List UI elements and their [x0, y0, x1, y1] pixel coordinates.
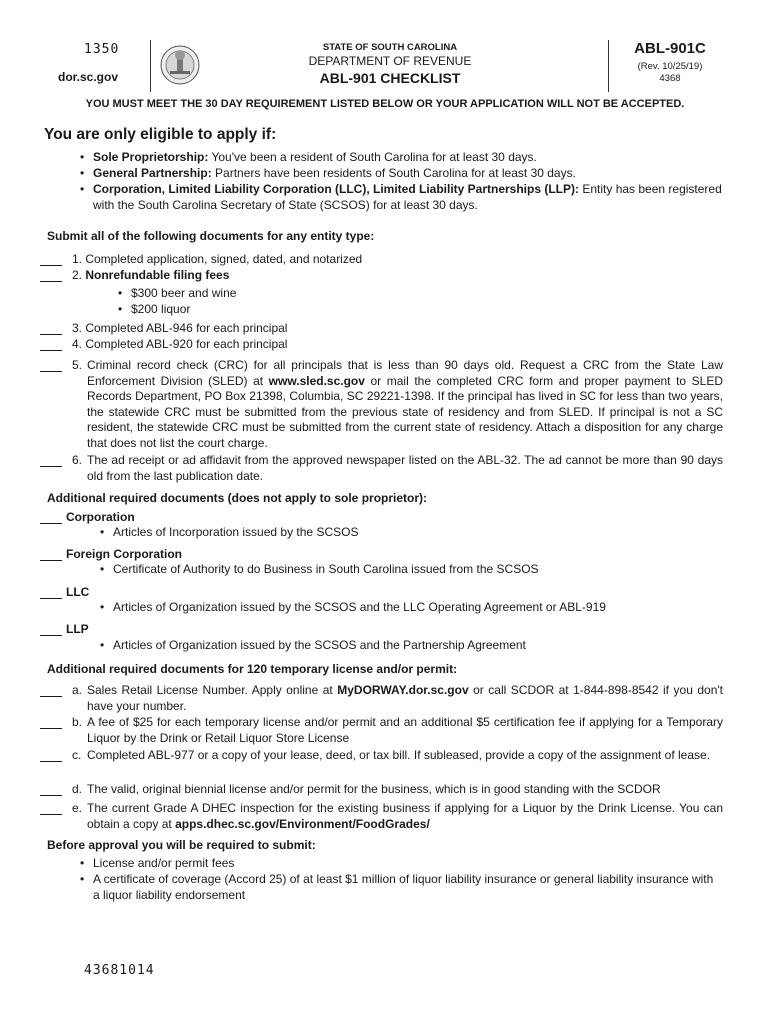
sled-link[interactable]: www.sled.sc.gov — [268, 373, 365, 388]
checklist-item: 2. Nonrefundable filing fees — [72, 268, 230, 282]
list-item: • Sole Proprietorship: You've been a resident of South Carolina for at least 30 days. — [93, 150, 723, 166]
checkbox-blank[interactable] — [40, 549, 62, 561]
checklist-item: 6. The ad receipt or ad affidavit from the approved newspaper listed on the ABL-32. The ad cannot be more than 90 days old from the last publication date. — [72, 453, 723, 483]
checkbox-blank[interactable] — [40, 512, 62, 524]
checklist-item: 4. Completed ABL-920 for each principal — [72, 337, 288, 351]
checkbox-blank[interactable] — [40, 254, 62, 266]
checkbox-blank[interactable] — [40, 270, 62, 282]
checklist-item: a. Sales Retail License Number. Apply online at MyDORWAY.dor.sc.gov or call SCDOR at 1-844-898-8542 if you don't have your number. — [72, 683, 724, 713]
form-header — [40, 40, 730, 92]
checkbox-blank[interactable] — [40, 455, 62, 467]
form-id: 4368 — [659, 73, 681, 84]
section-heading: Additional required documents (does not apply to sole proprietor): — [47, 491, 428, 505]
form-number: ABL-901C — [634, 40, 706, 57]
checkbox-blank[interactable] — [40, 339, 62, 351]
checklist-item: e. The current Grade A DHEC inspection for the existing business if applying for a Liquor by the Drink License. You can obtain a copy at apps.dhec.sc.gov/Environment/FoodGrades/ — [72, 801, 723, 831]
state-name: STATE OF SOUTH CAROLINA — [322, 42, 458, 53]
checkbox-blank[interactable] — [40, 784, 62, 796]
revision-date: (Rev. 10/25/19) — [637, 61, 703, 72]
checkbox-blank[interactable] — [40, 685, 62, 697]
website-link[interactable]: dor.sc.gov — [58, 70, 119, 84]
section-heading: Submit all of the following documents for any entity type: — [47, 229, 375, 243]
checklist-item: 1. Completed application, signed, dated, and notarized — [72, 252, 363, 266]
checkbox-blank[interactable] — [40, 587, 62, 599]
list-item: • Articles of Organization issued by the SCSOS and the Partnership Agreement — [113, 638, 526, 654]
list-item: • $200 liquor — [131, 302, 190, 318]
page-title: ABL-901 CHECKLIST — [319, 70, 461, 86]
entity-type-foreign: Foreign Corporation — [66, 547, 182, 561]
list-item: • Certificate of Authority to do Business in South Carolina issued from the SCSOS — [113, 562, 539, 578]
warning-banner: YOU MUST MEET THE 30 DAY REQUIREMENT LISTED BELOW OR YOUR APPLICATION WILL NOT BE ACCEPTED. — [85, 98, 685, 110]
checkbox-blank[interactable] — [40, 717, 62, 729]
dhec-link[interactable]: apps.dhec.sc.gov/Environment/FoodGrades/ — [175, 816, 430, 831]
checkbox-blank[interactable] — [40, 624, 62, 636]
checkbox-blank[interactable] — [40, 803, 62, 815]
checkbox-blank[interactable] — [40, 360, 62, 372]
list-item: • $300 beer and wine — [131, 286, 236, 302]
section-heading: Additional required documents for 120 temporary license and/or permit: — [47, 662, 458, 676]
list-item: • Corporation, Limited Liability Corporation (LLC), Limited Liability Partnerships (LLP): Entity has been registered with the South Carolina Secretary of State (SCSOS) for at least 30 days. — [93, 182, 723, 213]
entity-type-llc: LLC — [66, 585, 90, 599]
form-code: 1350 — [84, 42, 120, 57]
checklist-item: c. Completed ABL-977 or a copy of your lease, deed, or tax bill. If subleased, provide a copy of the assignment of lease. — [72, 748, 711, 762]
divider — [150, 40, 151, 92]
checkbox-blank[interactable] — [40, 750, 62, 762]
department-name: DEPARTMENT OF REVENUE — [308, 54, 472, 68]
mydorway-link[interactable]: MyDORWAY.dor.sc.gov — [337, 683, 469, 697]
checklist-item: d. The valid, original biennial license and/or permit for the business, which is in good standing with the SCDOR — [72, 782, 661, 796]
eligibility-heading: You are only eligible to apply if: — [44, 126, 277, 143]
checklist-item: 3. Completed ABL-946 for each principal — [72, 321, 288, 335]
checkbox-blank[interactable] — [40, 323, 62, 335]
list-item: • General Partnership: Partners have been residents of South Carolina for at least 30 days. — [93, 166, 723, 182]
divider — [608, 40, 609, 92]
checklist-item: b. A fee of $25 for each temporary license and/or permit and an additional $5 certification fee if applying for a Temporary Liquor by the Drink or Retail Liquor Store License — [72, 715, 723, 745]
barcode-number: 43681014 — [84, 963, 155, 978]
entity-type-llp: LLP — [66, 622, 89, 636]
entity-type-corporation: Corporation — [66, 510, 135, 524]
checklist-item: 5. Criminal record check (CRC) for all principals that is less than 90 days old. Request a CRC from the State Law Enforcement Division (SLED) at www.sled.sc.gov or mail the completed CRC form and proper payment to SLED Records Department, PO Box 21398, Columbia, SC 29221-1398. If the principal has lived in SC for less than two years, the statewide CRC must be submitted from the previous state of residency and from SLED. If principal is not a SC resident, the statewide CRC must be submitted from the current state of residency. Attach a disposition for any charge that does not list the court charge. — [72, 358, 723, 450]
list-item: • Articles of Organization issued by the SCSOS and the LLC Operating Agreement or ABL-919 — [113, 600, 606, 616]
list-item: • A certificate of coverage (Accord 25) of at least $1 million of liquor liability insurance or general liability insurance with a liquor liability endorsement — [93, 872, 723, 903]
state-seal-icon — [160, 45, 200, 85]
list-item: • Articles of Incorporation issued by the SCSOS — [113, 525, 358, 541]
list-item: • License and/or permit fees — [93, 856, 723, 872]
section-heading: Before approval you will be required to submit: — [47, 838, 316, 852]
